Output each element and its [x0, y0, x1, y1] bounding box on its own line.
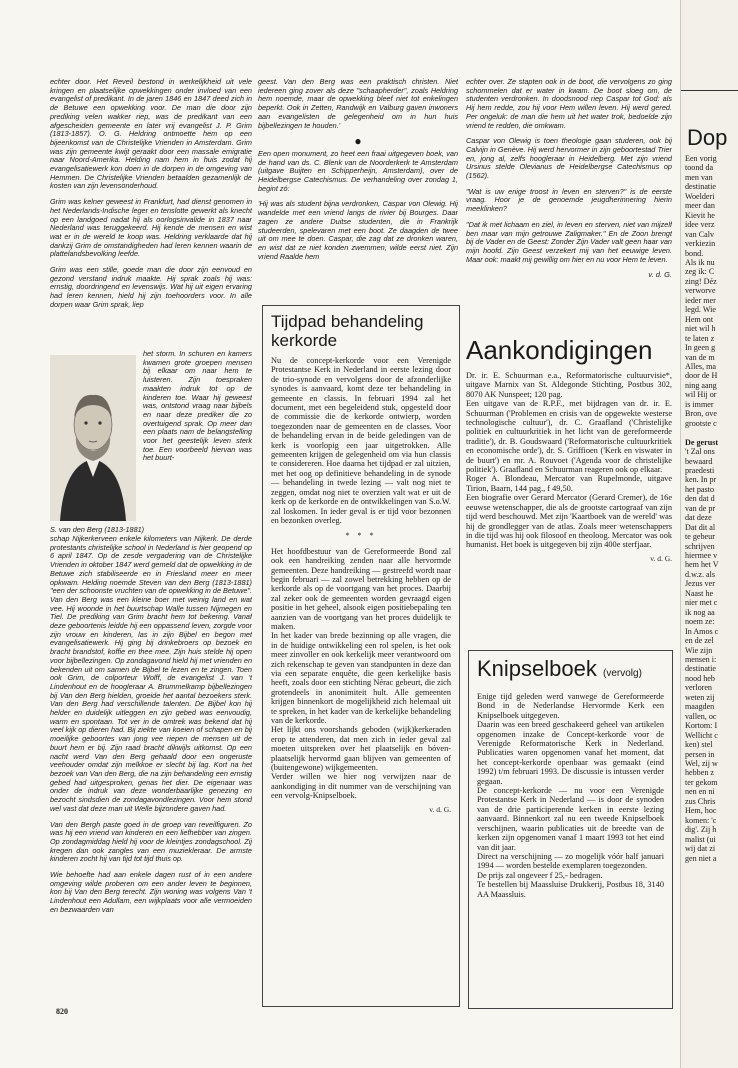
adjacent-page-line: hebben z	[685, 768, 714, 778]
signature: v. d. G.	[648, 270, 672, 280]
adjacent-page-line: van de pr	[685, 503, 716, 513]
adjacent-page-line: ken. In pr	[685, 475, 717, 485]
adjacent-page-line: zeg ik: C	[685, 267, 715, 277]
paragraph: Het hoofdbestuur van de Gereformeerde Bond zal ook een handreiking zenden naar alle hervormde gemeenten. Deze handreiking — gestreefd wordt naar begin februari — zal zowel betrekking hebben op de kerkorde als op de voortgang van het proces. Daarbij zal zeker ook de gemeenten worden gevraagd eigen positie in het geheel, alsook eigen positiebepaling ten aanzien van de voortgang van het proces duidelijk te maken.	[271, 546, 451, 631]
adjacent-page-line	[685, 428, 738, 437]
knipselboek-box	[468, 650, 673, 1009]
paragraph: "Wat is uw enige troost in leven en sterven?" is de eerste vraag. Hoor je de genoemde jeugdherinnering hierin meeklinken?	[466, 186, 672, 214]
adjacent-page-line: vallen, oc	[685, 711, 717, 721]
adjacent-page-line: d.w.z. als	[685, 569, 716, 579]
paragraph: In het kader van brede bezinning op alle vragen, die in de huidige ontwikkeling een rol spelen, is het ook meer zinvoller en ook kerkelijk meer verantwoord om zich rekenschap te geven van standpunten in deze dan via een separate enquête, die geen kerkelijke basis heeft, zoals door een stichting Nérac gebeurt, die zich grotendeels in anonimiteit hult. Alle gemeenten krijgen binnenkort de mogelijkheid zich helemaal uit te spreken, in het kader van de kerkelijke behandeling van de kerkorde.	[271, 631, 451, 726]
paragraph: Daarin was een breed geschakeerd geheel van artikelen opgenomen inzake de Concept-kerkorde voor de Verenigde Reformatorische Kerk in Nederland. Publicaties waren opgenomen vanaf het moment, dat het concept-kerkorde openbaar was gemaakt (eind 1992) t/m februari 1993. De discussie is intussen verder gegaan.	[477, 720, 664, 786]
adjacent-page-line: ning aang	[685, 380, 717, 390]
tijdpad-box	[262, 305, 460, 1007]
portrait-caption: S. van den Berg (1813-1881)	[50, 525, 145, 534]
adjacent-page-line: nen en ni	[685, 787, 715, 797]
adjacent-page-line: destinatie	[685, 664, 717, 674]
signature: v. d. G.	[650, 553, 672, 563]
adjacent-page-line: verkiezin	[685, 239, 716, 249]
adjacent-page-line: Hem, hoc	[685, 806, 717, 816]
adjacent-page-line: legd. Wie	[685, 305, 716, 315]
adjacent-page-line: ter gekom	[685, 777, 718, 787]
adjacent-page-line: door de H	[685, 371, 718, 381]
paragraph: "Dat ik met lichaam en ziel, in leven en sterven, niet van mijzelf ben maar van mijn getrouwe Zaligmaker." En de Zoon brengt bij de Vader en de Geest: Zonder Zijn Vader valt geen haar van mijn hoofd. Zijn Geest verzekert mij van het eeuwige leven. Maar ook: maakt mij gewillig om hier en nu voor Hem te leven.	[466, 219, 672, 264]
paragraph: De concept-kerkorde — nu voor een Verenigde Protestantse Kerk in Nederland — is door de synoden van de drie participerende kerken in eerste lezing aanvaard. Binnenkort zal nu een tweede Knipselboek verschijnen, waarin publicaties uit de breedte van de kerken zijn opgenomen vanaf 1 maart 1993 tot het eind van dit jaar.	[477, 786, 664, 852]
paragraph: Een open monument, zo heet een fraai uitgegeven boek, van de hand van ds. C. Blenk van de Noorderkerk te Amsterdam (uitgave Buijten en Schipperheijn, Amsterdam), over de Heidelbergse Catechismus. De verhandeling over zondag 1, begint zó:	[258, 148, 458, 193]
adjacent-page-line: Als ik nu	[685, 257, 715, 267]
paragraph: het storm. In schuren en kamers kwamen grote groepen mensen bij elkaar om naar hem te luisteren. Zijn toespraken maakten indruk tot op de kinderen toe. Waar hij geweest was, ontstond vraag naar bijbels en naar deze prediker die zo overtuigend sprak. Op meer dan een plaats nam de belangstelling voor het geestelijk leven sterk toe. Een voorbeeld hiervan was het buurt-	[143, 350, 252, 463]
aankondigingen-title: Aankondigingen	[466, 335, 653, 365]
adjacent-page-line: schrijven	[685, 541, 715, 551]
adjacent-page-line: In Amos c	[685, 626, 719, 636]
paragraph: Te bestellen bij Maassluise Drukkerij, Postbus 18, 3140 AA Maassluis.	[477, 880, 664, 899]
paragraph: Dr. ir. E. Schuurman e.a., Reformatorische cultuurvisie*, uitgave Marnix van St. Aldegonde Stichting, Postbus 302, 8070 AK Nunspeet; 120 pag.	[466, 371, 672, 399]
adjacent-page-line: ik nog aa	[685, 607, 715, 617]
adjacent-page-line: weten zij	[685, 692, 715, 702]
adjacent-page-line: niet wil h	[685, 324, 716, 334]
separator-dot: ●	[354, 134, 362, 149]
paragraph: Wie behoefte had aan enkele dagen rust of in een andere omgeving wilde proberen om een ander leven te beginnen, kon bij Van den Berg terecht. Zijn woning was volgens Van 't Lindenhout een Adullam, een wijkplaats voor alle vermoeiden en bezwaarden van	[50, 870, 252, 914]
tijdpad-title: Tijdpad behandeling kerkorde	[271, 312, 424, 350]
paragraph: Een biografie over Gerard Mercator (Gerard Cremer), de 16e eeuwse wetenschapper, die als de grootste cartograaf van zijn tijd werd beschouwd. Met zijn 'Kaartboek van de wereld' was hij de grondlegger van de atlas. Zoals meer wetenschappers in die tijd was hij ook filosoof en theoloog. Mercator was ook humanist. Het boek is uitgegeven bij zijn 400e sterfjaar.	[466, 493, 672, 550]
paragraph: Verder willen we hier nog verwijzen naar de aankondiging in dit nummer van de verschijning van een vervolg-Knipselboek.	[271, 772, 451, 801]
adjacent-page-line: zus Chris	[685, 796, 716, 806]
adjacent-page-line: grootste c	[685, 418, 717, 428]
adjacent-page-line: Alles, ma	[685, 361, 717, 371]
knipselboek-title-main: Knipselboek	[477, 656, 597, 681]
column-2-top	[258, 78, 458, 338]
adjacent-page-line: dat deze	[685, 513, 712, 523]
adjacent-page-line: maagden	[685, 702, 715, 712]
adjacent-page-line: Dat dit al	[685, 522, 716, 532]
column-1	[50, 78, 252, 348]
page-number: 820	[56, 1007, 68, 1016]
adjacent-page-line: dig'. Zij h	[685, 825, 717, 835]
adjacent-page-line: te laten z	[685, 333, 715, 343]
adjacent-page-line: meer dan	[685, 201, 715, 211]
adjacent-page-line: het pasto	[685, 484, 714, 494]
adjacent-page-line: en de zel	[685, 636, 714, 646]
adjacent-page-line: Naast he	[685, 588, 714, 598]
paragraph: Van den Bergh paste goed in de groep van reveilfiguren. Zo was hij een vriend van kinderen en een liefhebber van zingen. Op zondagmiddag hield hij voor de kleintjes zondagschool. Zij kregen dan ook zangles van een muziekleraar. De armste kinderen zocht hij van tijd tot tijd thuis op.	[50, 819, 252, 864]
knipselboek-title-suffix: (vervolg)	[603, 668, 642, 679]
adjacent-page-line: destinatie	[685, 182, 717, 192]
divider	[681, 90, 738, 91]
adjacent-page-line: mensen i:	[685, 655, 717, 665]
paragraph: Nu de concept-kerkorde voor een Verenigde Protestantse Kerk in Nederland in eerste lezing door de trio-synode en vervolgens door de afzonderlijke synodes is aanvaard, komt deze ter behandeling in gemeente en classis. In februari 1994 zal het document, met een begeleidend stuk, opgesteld door de commissie die de kerkorde ontwierp, worden toegezonden naar de gemeenten en de classes. Voor de behandeling ervan in de beide geledingen van de kerk is voorlopig een jaar uitgetrokken. Alle gemeenten krijgen de gelegenheid om via hun classis te considereren. Hoe daarna het tijdpad er zal uitzien, met het oog op definitieve behandeling in de synode — behandeling in twede lezing — valt nog niet te zeggen, omdat nog niet te overzien valt wat er uit de kerk op de kerkorde en de ontwikkelingen van S.o.W. zal loskomen. In ieder geval is er tijd voor bezonnen en bezonken overleg.	[271, 356, 451, 525]
adjacent-page-line: te gebeur	[685, 532, 715, 542]
paragraph: De prijs zal ongeveer f 25,- bedragen.	[477, 870, 603, 880]
adjacent-page-line: Wie zijn	[685, 645, 713, 655]
adjacent-page-line: praedesti	[685, 465, 715, 475]
adjacent-page-line: Hem ont	[685, 314, 714, 324]
adjacent-page-line: nier met c	[685, 598, 718, 608]
column-1-bottom	[50, 535, 252, 1005]
adjacent-page-line: Woelderi	[685, 191, 715, 201]
adjacent-page-line: bond.	[685, 248, 704, 258]
adjacent-page-line: ieder mer	[685, 295, 716, 305]
adjacent-page-line: idee verz	[685, 220, 715, 230]
paragraph: Enige tijd geleden werd vanwege de Gereformeerde Bond in de Nederlandse Hervormde Kerk een Knipselboek uitgegeven.	[477, 692, 664, 720]
adjacent-page-line: wil Hij or	[685, 390, 717, 400]
adjacent-page-line: Kievit he	[685, 210, 715, 220]
adjacent-page-line: ken) stel	[685, 740, 713, 750]
adjacent-page-line: verloren	[685, 683, 712, 693]
adjacent-page-line: Een vorig	[685, 154, 717, 163]
adjacent-page-line: hiermee v	[685, 551, 718, 561]
column-3-top	[466, 78, 672, 293]
adjacent-page-line: verworve	[685, 286, 716, 296]
adjacent-page-line: gen niet a	[685, 853, 717, 863]
paragraph: geest. Van den Berg was een praktisch christen. Niet iedereen ging zover als deze "schaapherder", zoals Heldring hem noemde, maar de opwekking bleef niet tot enkelingen beperkt. Ook in Zetten, Randwijk en Valburg gaven inwoners aan evangelisten de gelegenheid om in hun huis bijbellezingen te houden.'	[258, 78, 458, 130]
adjacent-page-line: wij dat zi	[685, 844, 716, 854]
portrait-image	[50, 355, 136, 521]
adjacent-page-line: malist (ui	[685, 834, 716, 844]
wrap-text	[143, 350, 252, 533]
paragraph: echter over. Ze stapten ook in de boot, die vervolgens zo ging schommelen dat er water in kwam. De boot sloeg om, de studenten verdronken. In doodsnood riep Caspar tot God: als Hij hem redde, zou hij voor Hem willen leven. Hij werd gered. Per ongeluk: de man die hem uit het water trok, bedoelde zijn vriend te redden, die omkwam.	[466, 78, 672, 130]
adjacent-page-line: komen: 'c	[685, 815, 717, 825]
adjacent-page-line: men van	[685, 172, 713, 182]
adjacent-page-line: noem ze:	[685, 617, 715, 627]
adjacent-page-line: Jezus ver	[685, 579, 715, 589]
knipselboek-title	[477, 657, 664, 686]
adjacent-page-line: De gerust	[685, 437, 719, 447]
adjacent-page	[680, 0, 738, 1068]
adjacent-page-line: hem het V	[685, 560, 719, 570]
adjacent-page-line: van Calv	[685, 229, 714, 239]
paragraph: Roger A. Blondeau, Mercator van Rupelmonde, uitgave Tirion, Baarn, 144 pag., f 49,50.	[466, 474, 672, 493]
adjacent-page-line: Bron, ove	[685, 409, 717, 419]
aankondigingen-section	[466, 297, 672, 642]
paragraph: Grim was een stille, goede man die door zijn eenvoud en gezond verstand indruk maakte. Hij sprak zoals hij was: ernstig, doordringend en levenswijs. Wat hij uit eigen ervaring had leren kennen, hield hij zijn toehoorders voor. In alle dorpen waar Grim sprak, liep	[50, 265, 252, 309]
paragraph: 'Hij was als student bijna verdronken, Caspar von Olewig. Hij wandelde met een vriend langs de rivier bij Bourges. Daar zagen ze andere Duitse studenten, die in Frankrijk studeerden, spelevaren met een boot. Ze daagden de twee uit om mee te doen. Caspar, die zag dat ze dronken waren, en wist dat ze niet konden zwemmen, wilde eerst niet. Zijn vriend Raalde hem	[258, 199, 458, 261]
adjacent-page-line: nood heb	[685, 673, 715, 683]
adjacent-page-line: persen in	[685, 749, 715, 759]
paragraph: Grim was kelner geweest in Frankfurt, had dienst genomen in het Nederlands-Indische leger en tenslotte gewerkt als knecht op een landgoed nadat hij als oorlogsinvalide in 1837 naar Nederland was teruggekeerd. Hij kende de mensen en wist wat er in de wereld te koop was. Heldring verklaarde dat hij dankzij Grim de omstandigheden had leren kennen waarin de plattelandsbevolking leefde.	[50, 197, 252, 259]
paragraph: schap Nijkerkerveen enkele kilometers van Nijkerk. De derde protestants christelijke school in Nederland is hier geopend op 6 april 1847. Op de zesde vergadering van de Christelijke Vrienden in oktober 1847 werd gemeld dat de opwekking in de Betuwe zich stabiliseerde en in Friesland meer en meer opkwam. Helding noemde Steven van den Berg (1813-1881) "een der schoonste vruchten van de opwekking in de Betuwe". Van den Berg was een kleine boer met weinig land en wat vee. Hij woonde in het buurtschap Walle tussen Nijmegen en Tiel. De prediking van Grim bracht hem tot bekering. Vanaf deze geboortenis leidde hij een oppassend leven, zorgde voor zijn vrouw en kinderen, las in zijn Bijbel en begon met evangelisatiewerk. Hij ging bij drinkebroers op bezoek en bracht brandstof, koffie en thee mee. Zijn huis stelde hij open voor bijbellezingen. Op zondagavond hield hij met vrienden en bekenden uit om samen de Bijbel te lezen en te zingen. Toen ook Grim, de colporteur Wolff, de evangelist J. van 't Lindenhout en de hoogleraar A. Brummelkamp bijbellezingen bij Van den Berg hielden, groeide het aantal bezoekers sterk. Van den Berg had verschillende talenten. De Bijbel kon hij helder en duidelijk uitleggen en zijn gebed was eenvoudig, warm en spontaan. Tot ver in de omtrek was bekend dat hij veel kijk op dieren had. Bij ziekte van koeien of schapen en bij moeilijke geboortes van jong vee riepen de mensen uit de buurt hem er bij. Zijn raad bracht dikwijls uitkomst. Op een nacht werd Van den Berg gehaald door een ongeruste veehouder omdat zijn melkkoe er slecht bij lag. Kort na het bezoek van Van den Berg, die na zijn behandeling een ernstig gebed had uitgesproken, genas het dier. De eigenaar was onder de indruk van deze wonderbaarlijke genezing en bezocht sindsdien de zondagavondlezingen. Voor hem stond wel vast dat deze man uit Welle bijzondere gaven had.	[50, 535, 252, 813]
adjacent-page-title: Dop	[687, 125, 728, 150]
separator-stars: * * *	[345, 531, 377, 541]
signature: v. d. G.	[429, 804, 451, 814]
adjacent-page-line: den dat d	[685, 494, 715, 504]
adjacent-page-line: Kortom: I	[685, 721, 718, 731]
paragraph: Direct na verschijning — zo mogelijk vóór half januari 1994 — worden bestelde exemplaren toegezonden.	[477, 851, 664, 871]
adjacent-page-line: van de m	[685, 352, 715, 362]
adjacent-page-line: is immer	[685, 399, 714, 409]
paragraph: Een uitgave van de R.P.F., met bijdragen van dr. ir. E. Schuurman ('Problemen en crisis van de opgewekte westerse technologische cultuur'), dr. C. Graafland ('Christelijke politiek en cultuurkritiek in het licht van de gereformeerde traditie'), dr. B. Goudswaard ('Reformatorische cultuurkritiek en economische orde'), dr. S. Griffioen ('Kerk en viswater in de buurt') en mr. A. Rouvoet ('Agenda voor de christelijke politiek'). Graafland en Schuurman reageren ook op elkaar.	[466, 399, 672, 475]
adjacent-page-line: toond da	[685, 163, 714, 173]
paragraph: Caspar von Olewig is toen theologie gaan studeren, ook bij Calvijn in Genève. Hij werd hervormer in zijn geboortestad Trier en, jong al, zelfs hoogleraar in Heidelberg. Met zijn vriend Ursinus stelde Olevianus de Heidelbergse Catechismus op (1562).	[466, 136, 672, 181]
adjacent-page-line: Wel, zij w	[685, 759, 718, 768]
adjacent-page-line: zing! Déz	[685, 276, 717, 286]
paragraph: Het lijkt ons voorshands geboden (wijk)kerkeraden erop te attenderen, dat men zich in ieder geval zal moeten uitspreken over het plaatselijk en bóven-plaatselijk hervormd gaan blijven van gemeenten of (buitengewone) wijkgemeenten.	[271, 725, 451, 773]
adjacent-page-line: In geen g	[685, 343, 716, 353]
adjacent-page-line: Wellicht c	[685, 730, 718, 740]
adjacent-page-line: 't Zal ons	[685, 447, 715, 457]
paragraph: echter door. Het Reveil bestond in werkelijkheid uit vele kringen en plaatselijke opwekkingen onder invloed van een evangelist of predikant. In de jaren 1846 en 1847 deed zich in de Betuwe een opwekking voor. De man die door zijn prediking velen wakker riep, was de predikant van een afgescheiden gemeente en later vrij evangelist J. P. Grim (1813-1857). O. G. Heldring ontmoette hem op een bijeenkomst van de Christelijke Vrienden in Amsterdam. Grim was zijn gemeente kwijt geraakt door een massale emigratie naar Noord-Amerika. Helding nam hem in huis zodat hij evangelisatiewerk kon doen in de dorpen in de omgeving van Hemmen. De Christelijke Vrienden betaalden gezamenlijk de kosten van zijn levensonderhoud.	[50, 78, 252, 191]
adjacent-page-text	[685, 154, 738, 863]
adjacent-page-line: bewaard	[685, 456, 713, 466]
